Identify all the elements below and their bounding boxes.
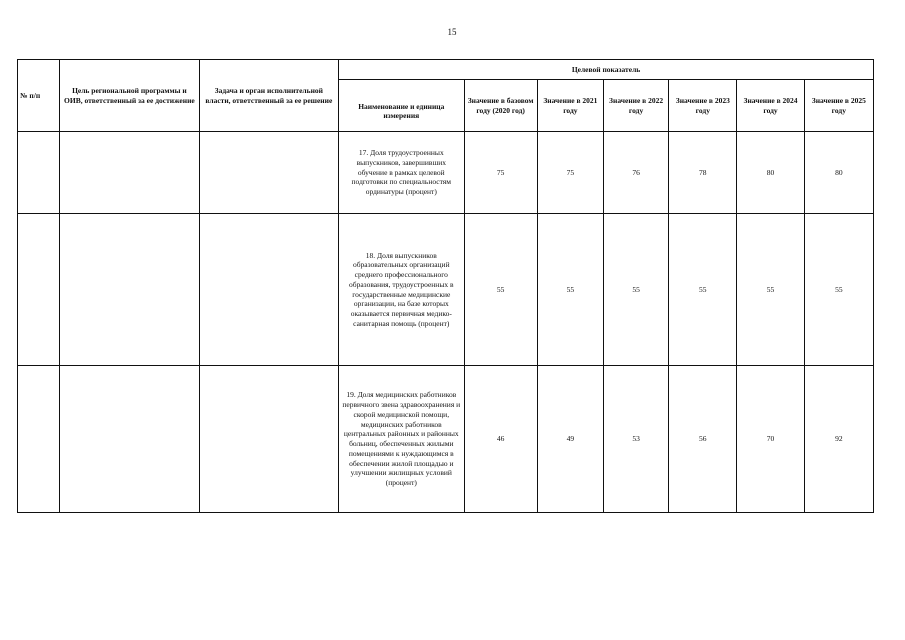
row-goal: [60, 214, 199, 366]
row-num: [18, 366, 60, 513]
row-indicator: 17. Доля трудоустроенных выпускников, завершивших обучение в рамках целевой подготовки по специальностям ординатуры (процент): [339, 132, 464, 214]
row-2022-value: 76: [603, 132, 668, 214]
table-row: [18, 214, 874, 366]
row-2025-value: 55: [804, 214, 873, 366]
row-task: [199, 214, 338, 366]
row-2023-value: 78: [669, 132, 737, 214]
table-row: [18, 366, 874, 513]
row-2023-value: 56: [669, 366, 737, 513]
row-2024-value: 80: [737, 132, 804, 214]
row-2022-value: 53: [603, 366, 668, 513]
row-goal: [60, 132, 199, 214]
row-indicator: 18. Доля выпускников образовательных организаций среднего профессионального образования, трудоустроенных в государственные медицинские организации, на базе которых оказывается первичная медико-санитарная помощь (процент): [339, 214, 464, 366]
row-num: [18, 214, 60, 366]
row-base-value: 75: [464, 132, 537, 214]
row-2025-value: 80: [804, 132, 873, 214]
row-2023-value: 55: [669, 214, 737, 366]
header-num: № п/п: [18, 60, 60, 132]
header-indicator-name: Наименование и единица измерения: [339, 80, 464, 132]
page-number: 15: [447, 27, 457, 37]
row-task: [199, 366, 338, 513]
header-2021: Значение в 2021 году: [537, 80, 603, 132]
row-2021-value: 55: [537, 214, 603, 366]
row-2021-value: 49: [537, 366, 603, 513]
row-base-value: 55: [464, 214, 537, 366]
row-num: [18, 132, 60, 214]
header-task: Задача и орган исполнительной власти, ответственный за ее решение: [199, 60, 338, 132]
header-target-indicator: Целевой показатель: [339, 60, 874, 80]
row-2024-value: 55: [737, 214, 804, 366]
header-goal: Цель региональной программы и ОИВ, ответственный за ее достижение: [60, 60, 199, 132]
header-2024: Значение в 2024 году: [737, 80, 804, 132]
row-indicator: 19. Доля медицинских работников первичного звена здравоохранения и скорой медицинской помощи, медицинских работников центральных районных и районных больниц, обеспеченных жилыми помещениями к нуждающимся в обеспечении жилой площадью и улучшении жилищных условий (процент): [339, 366, 464, 513]
row-2022-value: 55: [603, 214, 668, 366]
table-row: [18, 132, 874, 214]
header-base-year: Значение в базовом году (2020 год): [464, 80, 537, 132]
row-goal: [60, 366, 199, 513]
header-2023: Значение в 2023 году: [669, 80, 737, 132]
row-task: [199, 132, 338, 214]
header-2025: Значение в 2025 году: [804, 80, 873, 132]
target-indicators-table: [17, 59, 874, 513]
row-2024-value: 70: [737, 366, 804, 513]
row-2025-value: 92: [804, 366, 873, 513]
row-2021-value: 75: [537, 132, 603, 214]
row-base-value: 46: [464, 366, 537, 513]
header-2022: Значение в 2022 году: [603, 80, 668, 132]
